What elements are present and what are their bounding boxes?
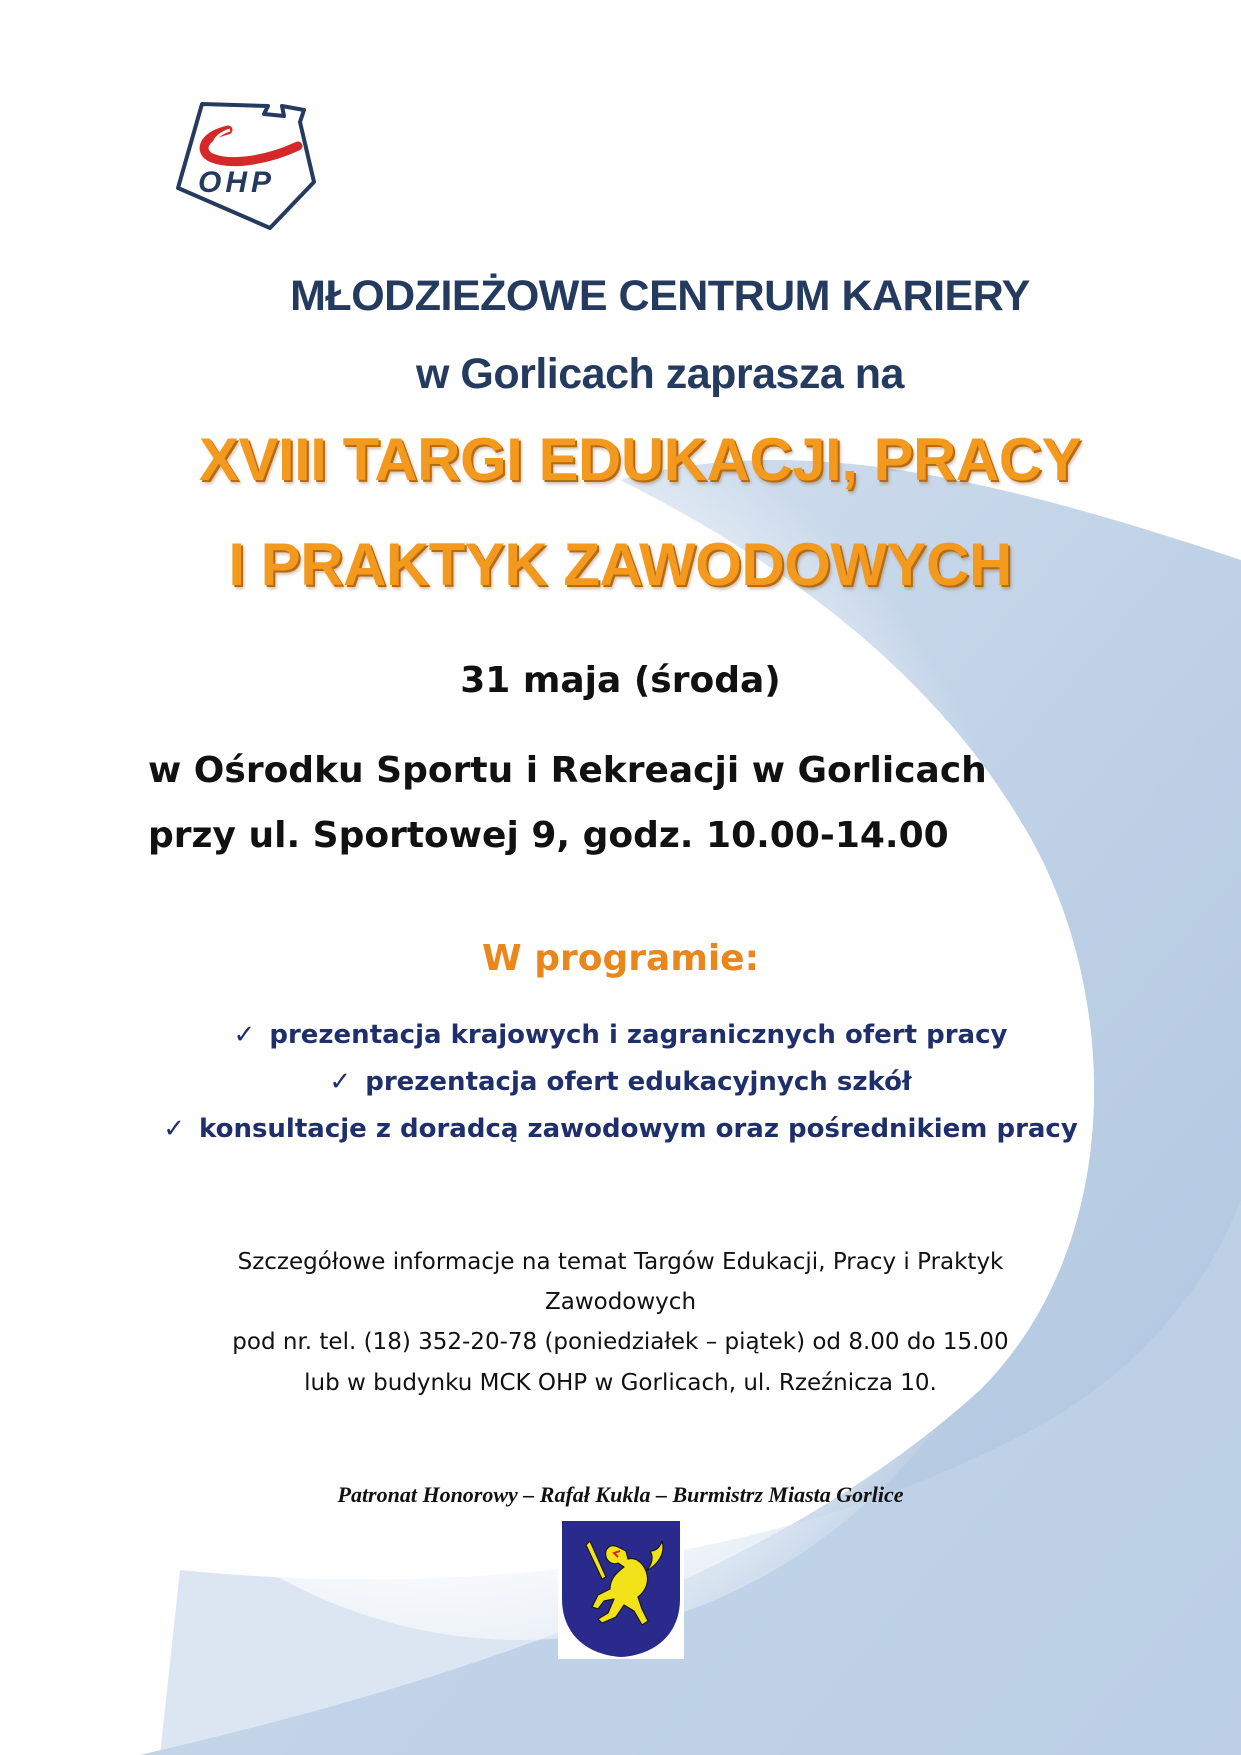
event-title-line-2: I PRAKTYK ZAWODOWYCH (228, 531, 1012, 598)
program-item-text: prezentacja krajowych i zagranicznych ofert pracy (269, 1020, 1008, 1050)
gorlice-coat-of-arms-icon (558, 1517, 684, 1659)
honorary-patronage: Patronat Honorowy – Rafał Kukla – Burmistrz Miasta Gorlice (337, 1482, 904, 1507)
program-heading: W programie: (482, 938, 759, 979)
program-item-text: prezentacja ofert edukacyjnych szkół (365, 1067, 912, 1097)
event-date: 31 maja (środa) (460, 660, 781, 701)
header-line-2: w Gorlicach zaprasza na (416, 350, 904, 398)
check-icon: ✓ (233, 1020, 256, 1050)
check-icon: ✓ (163, 1114, 185, 1144)
event-title-line-1: XVIII TARGI EDUKACJI, PRACY (198, 426, 1082, 493)
info-line-1: Szczegółowe informacje na temat Targów Edukacji, Pracy i Praktyk (237, 1249, 1004, 1275)
venue-line-1: w Ośrodku Sportu i Rekreacji w Gorlicach (148, 750, 987, 791)
program-item (0, 1114, 1241, 1144)
program-item (0, 1067, 1241, 1097)
info-line-2: Zawodowych (544, 1289, 697, 1315)
ohp-logo-icon (172, 100, 322, 235)
program-item (0, 1020, 1241, 1050)
program-item-text: konsultacje z doradcą zawodowym oraz pośrednikiem pracy (198, 1114, 1078, 1144)
svg-text:OHP: OHP (198, 166, 276, 199)
info-line-3: pod nr. tel. (18) 352-20-78 (poniedziałek – piątek) od 8.00 do 15.00 (232, 1329, 1009, 1355)
venue-line-2: przy ul. Sportowej 9, godz. 10.00-14.00 (148, 815, 949, 856)
check-icon: ✓ (329, 1067, 352, 1097)
info-line-4: lub w budynku MCK OHP w Gorlicach, ul. Rzeźnicza 10. (304, 1370, 937, 1396)
header-line-1: MŁODZIEŻOWE CENTRUM KARIERY (290, 272, 1030, 320)
